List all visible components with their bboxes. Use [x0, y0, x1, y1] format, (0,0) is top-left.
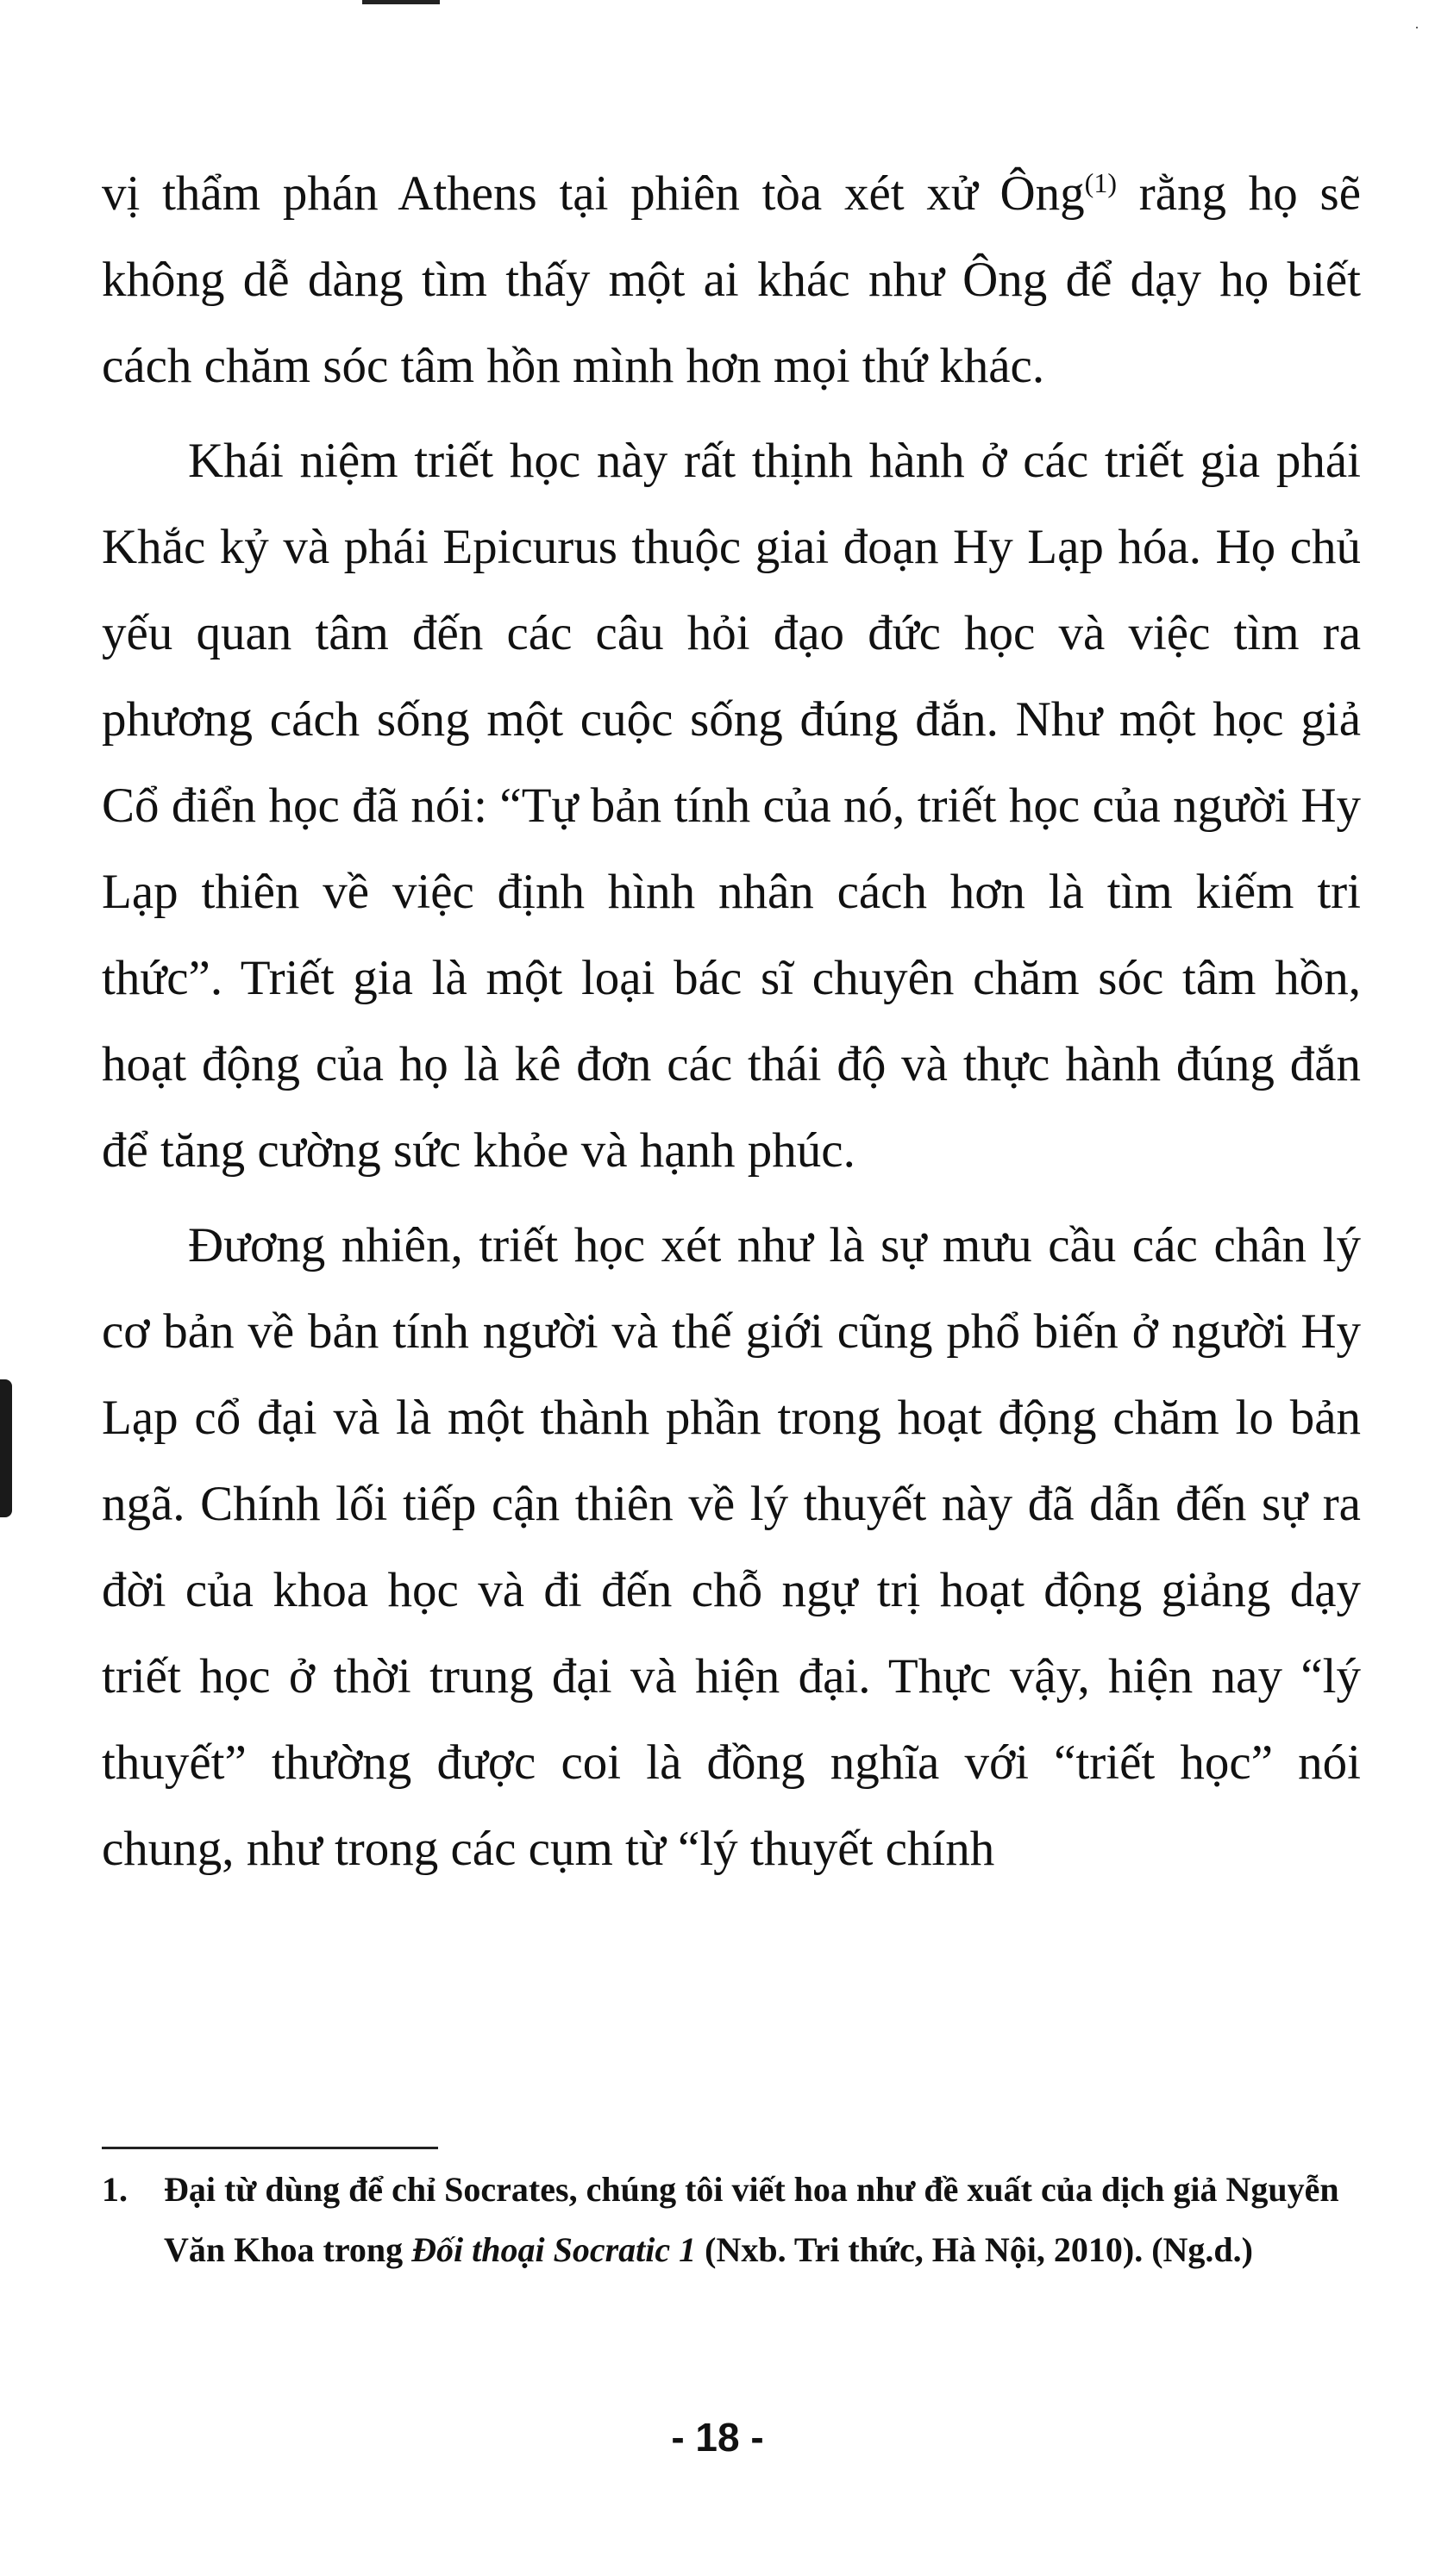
paragraph-1: [102, 151, 1361, 410]
footnote-marker: (1): [1084, 167, 1117, 198]
footnote-body: [164, 2160, 1361, 2280]
footnote-number: 1.: [102, 2170, 128, 2209]
footnote-text: Đại từ dùng để chỉ Socrates, chúng tôi viết hoa như đề xuất của dịch giả Nguyễn Văn Khoa trong: [164, 2170, 1339, 2269]
footnote-rule: [102, 2147, 438, 2149]
footnote: [102, 2160, 1361, 2280]
paragraph-2: Khái niệm triết học này rất thịnh hành ở các triết gia phái Khắc kỷ và phái Epicurus thuộc giai đoạn Hy Lạp hóa. Họ chủ yếu quan tâm đến các câu hỏi đạo đức học và việc tìm ra phương cách sống một cuộc sống đúng đắn. Như một học giả Cổ điển học đã nói: “Tự bản tính của nó, triết học của người Hy Lạp thiên về việc định hình nhân cách hơn là tìm kiếm tri thức”. Triết gia là một loại bác sĩ chuyên chăm sóc tâm hồn, hoạt động của họ là kê đơn các thái độ và thực hành đúng đắn để tăng cường sức khỏe và hạnh phúc.: [102, 434, 1361, 1178]
paragraph-1-text-continued: rằng họ sẽ không dễ dàng tìm thấy một ai khác như Ông để dạy họ biết cách chăm sóc tâm hồn mình hơn mọi thứ khác.: [102, 166, 1361, 393]
binding-shadow: [0, 1379, 12, 1517]
corner-mark: ·: [1414, 19, 1419, 36]
page-top-edge: [362, 0, 440, 4]
paragraph-1-text: vị thẩm phán Athens tại phiên tòa xét xử Ông: [102, 166, 1085, 221]
footnote-book-title: Đối thoại Socratic 1: [411, 2230, 697, 2269]
footnote-text-continued: (Nxb. Tri thức, Hà Nội, 2010). (Ng.d.): [696, 2230, 1253, 2269]
page-number: - 18 -: [671, 2415, 764, 2460]
paragraph-3: Đương nhiên, triết học xét như là sự mưu cầu các chân lý cơ bản về bản tính người và thế giới cũng phổ biến ở người Hy Lạp cổ đại và là một thành phần trong hoạt động chăm lo bản ngã. Chính lối tiếp cận thiên về lý thuyết này đã dẫn đến sự ra đời của khoa học và đi đến chỗ ngự trị hoạt động giảng dạy triết học ở thời trung đại và hiện đại. Thực vậy, hiện nay “lý thuyết” thường được coi là đồng nghĩa với “triết học” nói chung, như trong các cụm từ “lý thuyết chính: [102, 1218, 1361, 1876]
main-text: [102, 151, 1361, 1892]
